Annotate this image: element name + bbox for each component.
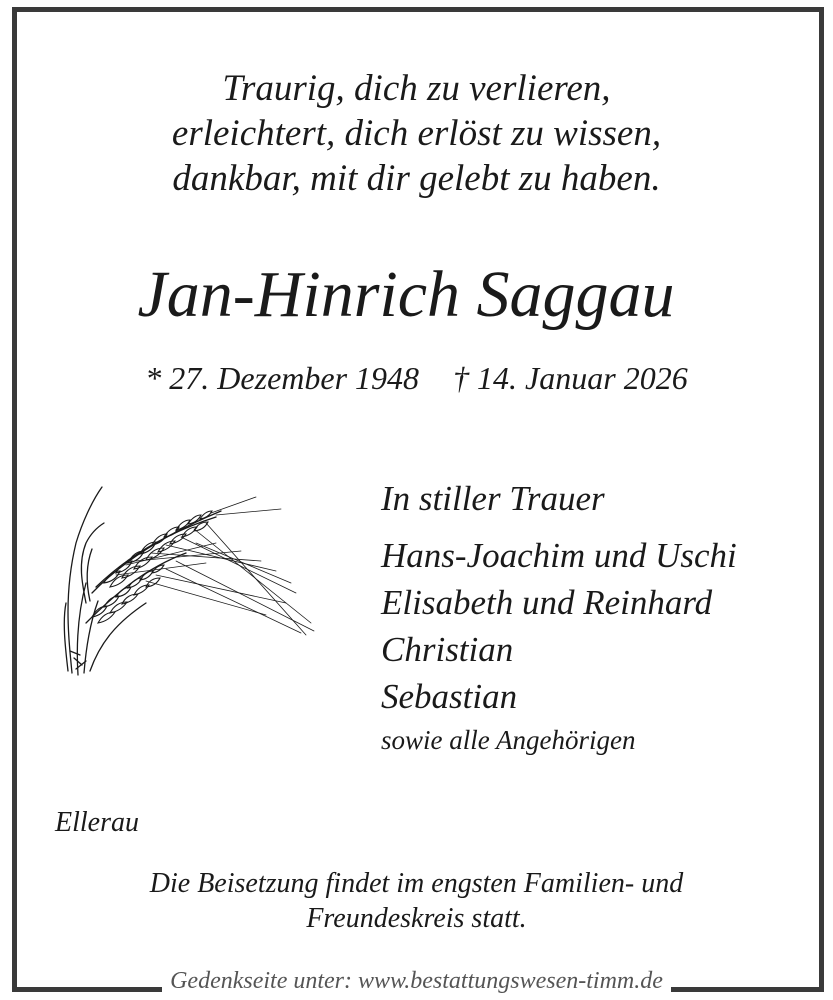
death-date: † 14. Januar 2026 — [453, 360, 688, 396]
family-member: Sebastian — [381, 677, 518, 716]
family-list — [381, 532, 821, 720]
life-dates — [0, 358, 833, 398]
family-member: Christian — [381, 630, 514, 669]
wheat-ears-icon — [56, 483, 318, 678]
poem-line-1: Traurig, dich zu verlieren, — [222, 68, 611, 109]
family-member: Elisabeth und Reinhard — [381, 583, 713, 622]
memorial-page-link[interactable]: www.bestattungswesen-timm.de — [358, 968, 663, 994]
family-member: Hans-Joachim und Uschi — [381, 536, 737, 575]
burial-notice-line-1: Die Beisetzung findet im engsten Familien- und — [149, 868, 684, 899]
deceased-name: Jan-Hinrich Saggau — [137, 258, 675, 331]
burial-notice-line-2: Freundeskreis statt. — [306, 903, 527, 934]
poem — [0, 66, 833, 201]
footer-text — [162, 968, 671, 994]
relatives-note: sowie alle Angehörigen — [381, 725, 636, 755]
burial-notice — [0, 866, 833, 936]
footer-label: Gedenkseite unter: — [170, 968, 353, 994]
birth-date: * 27. Dezember 1948 — [145, 360, 420, 396]
mourning-heading: In stiller Trauer — [381, 479, 605, 518]
mourners-block — [381, 478, 821, 758]
poem-line-3: dankbar, mit dir gelebt zu haben. — [172, 158, 661, 199]
footer — [0, 966, 833, 996]
place-name: Ellerau — [55, 807, 139, 838]
poem-line-2: erleichtert, dich erlöst zu wissen, — [171, 113, 662, 154]
